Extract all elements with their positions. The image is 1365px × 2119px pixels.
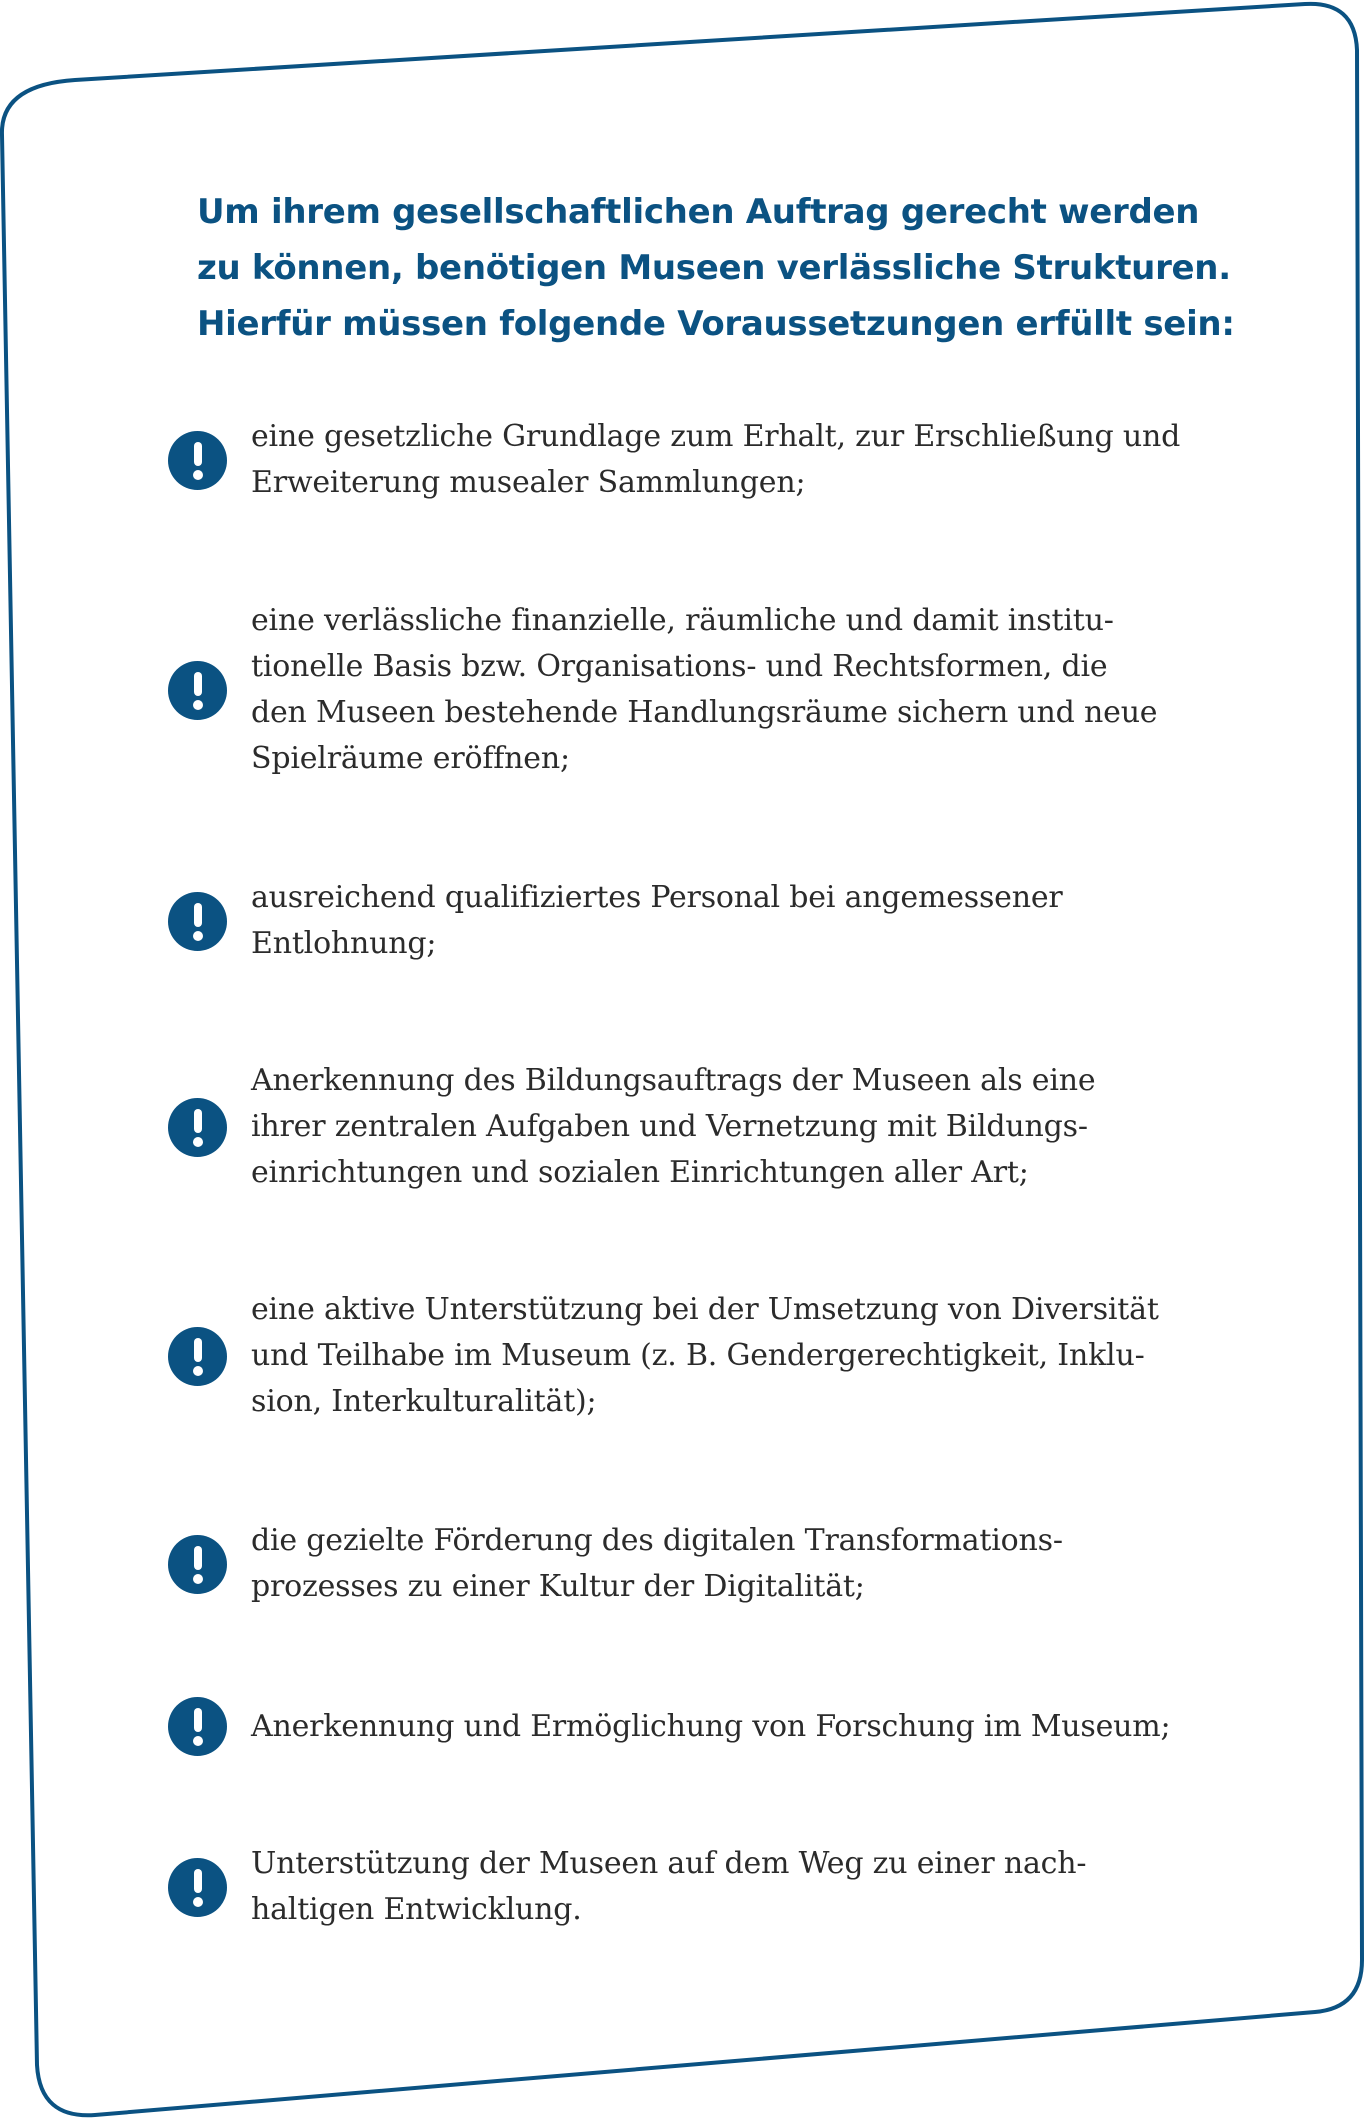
- exclamation-circle-icon: [168, 661, 227, 720]
- exclamation-circle-icon: [168, 431, 227, 490]
- requirement-item: [168, 414, 1228, 506]
- intro-line: zu können, benötigen Museen verlässliche Strukturen.: [197, 248, 1231, 288]
- requirement-text: [251, 1841, 1086, 1933]
- requirement-item: [168, 1058, 1228, 1196]
- requirement-text: [251, 1518, 1063, 1610]
- requirement-line: einrichtungen und sozialen Einrichtungen aller Art;: [251, 1155, 1029, 1190]
- requirement-line: den Museen bestehende Handlungsräume sichern und neue: [251, 695, 1158, 730]
- requirement-line: Anerkennung des Bildungsauftrags der Museen als eine: [251, 1063, 1096, 1098]
- requirement-item: [168, 875, 1228, 967]
- exclamation-circle-icon: [168, 1098, 227, 1157]
- requirement-item: [168, 1697, 1228, 1756]
- requirement-line: Entlohnung;: [251, 926, 437, 961]
- exclamation-circle-icon: [168, 1535, 227, 1594]
- requirement-line: tionelle Basis bzw. Organisations- und Rechtsformen, die: [251, 649, 1108, 684]
- requirement-line: haltigen Entwicklung.: [251, 1892, 582, 1927]
- exclamation-circle-icon: [168, 1327, 227, 1386]
- requirement-text: [251, 1058, 1095, 1196]
- intro-line: Hierfür müssen folgende Voraussetzungen erfüllt sein:: [197, 304, 1235, 344]
- requirement-text: [251, 598, 1157, 782]
- requirement-line: eine aktive Unterstützung bei der Umsetzung von Diversität: [251, 1292, 1159, 1327]
- requirement-text: [251, 1704, 1170, 1750]
- requirement-line: ausreichend qualifiziertes Personal bei angemessener: [251, 880, 1063, 915]
- requirement-line: die gezielte Förderung des digitalen Transformations-: [251, 1523, 1063, 1558]
- requirement-line: eine verlässliche finanzielle, räumliche und damit institu-: [251, 603, 1114, 638]
- requirement-line: Erweiterung musealer Sammlungen;: [251, 465, 806, 500]
- intro-heading: [197, 184, 1235, 352]
- exclamation-circle-icon: [168, 1858, 227, 1917]
- requirement-text: [251, 875, 1063, 967]
- requirement-line: eine gesetzliche Grundlage zum Erhalt, zur Erschließung und: [251, 419, 1181, 454]
- requirement-line: sion, Interkulturalität);: [251, 1384, 597, 1419]
- requirement-item: [168, 1518, 1228, 1610]
- requirement-line: Spielräume eröffnen;: [251, 741, 570, 776]
- requirement-item: [168, 1841, 1228, 1933]
- exclamation-circle-icon: [168, 1697, 227, 1756]
- requirement-line: prozesses zu einer Kultur der Digitalität;: [251, 1569, 865, 1604]
- requirement-text: [251, 414, 1180, 506]
- exclamation-circle-icon: [168, 892, 227, 951]
- requirement-item: [168, 598, 1228, 782]
- requirement-line: Unterstützung der Museen auf dem Weg zu einer nach-: [251, 1846, 1087, 1881]
- requirement-line: und Teilhabe im Museum (z. B. Gendergerechtigkeit, Inklu-: [251, 1338, 1145, 1373]
- requirement-item: [168, 1287, 1228, 1425]
- requirement-line: ihrer zentralen Aufgaben und Vernetzung mit Bildungs-: [251, 1109, 1088, 1144]
- intro-line: Um ihrem gesellschaftlichen Auftrag gerecht werden: [197, 192, 1200, 232]
- requirement-line: Anerkennung und Ermöglichung von Forschung im Museum;: [251, 1708, 1171, 1744]
- requirement-text: [251, 1287, 1159, 1425]
